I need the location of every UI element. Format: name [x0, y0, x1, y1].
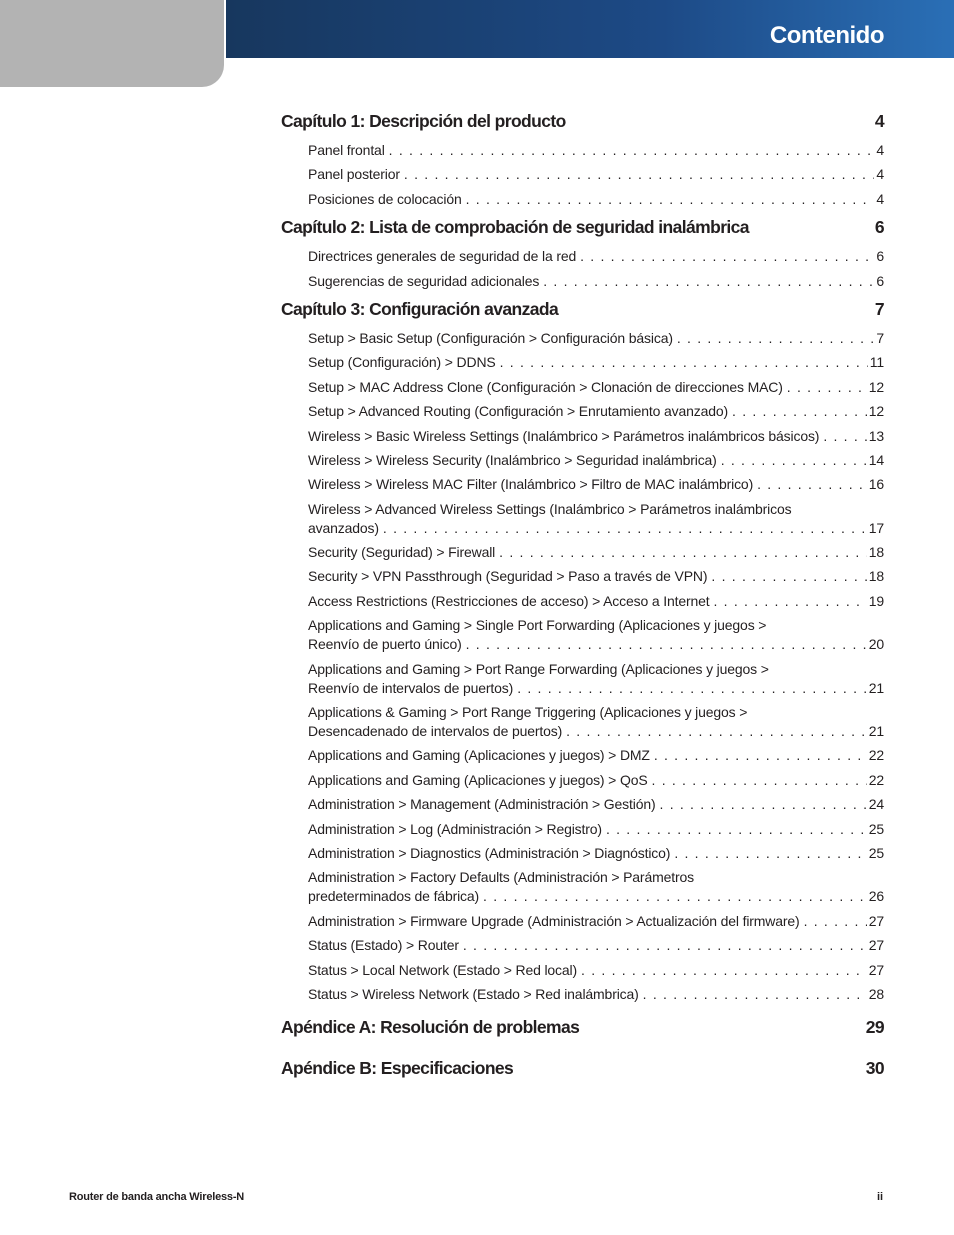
chapter-title: Capítulo 3: Configuración avanzada	[281, 298, 559, 319]
entry-page: 4	[876, 166, 884, 183]
chapter-page: 6	[874, 217, 884, 238]
toc-chapter-1[interactable]	[281, 108, 884, 134]
entry-row	[308, 635, 884, 654]
entry-label: Security > VPN Passthrough (Seguridad > Paso a través de VPN)	[308, 568, 708, 585]
toc-entry[interactable]	[308, 795, 884, 814]
entry-page: 6	[876, 272, 884, 289]
toc-entry[interactable]	[308, 844, 884, 863]
entry-label: Administration > Management (Administración > Gestión)	[308, 796, 656, 813]
entry-label: Status (Estado) > Router	[308, 937, 459, 954]
toc-entry[interactable]	[308, 475, 884, 494]
entry-label-line1: Applications and Gaming > Port Range Forwarding (Aplicaciones y juegos >	[308, 660, 769, 677]
chapter-1-entries	[281, 141, 884, 209]
toc-appendix-a[interactable]	[281, 1014, 884, 1040]
toc-entry[interactable]	[308, 451, 884, 470]
entry-label: Applications and Gaming (Aplicaciones y juegos) > QoS	[308, 771, 648, 788]
entry-page: 14	[868, 451, 884, 468]
entry-page: 24	[868, 796, 884, 813]
entry-label: Setup > Advanced Routing (Configuración > Enrutamiento avanzado)	[308, 403, 729, 420]
entry-row	[308, 887, 884, 906]
entry-page: 27	[868, 912, 884, 929]
toc-entry[interactable]	[308, 353, 884, 372]
entry-page: 26	[868, 888, 884, 905]
entry-label-line2: Reenvío de intervalos de puertos)	[308, 679, 514, 696]
entry-label-line2: Desencadenado de intervalos de puertos)	[308, 723, 563, 740]
leader-dots	[674, 844, 866, 863]
entry-page: 12	[868, 403, 884, 420]
entry-label: Administration > Firmware Upgrade (Administración > Actualización del firmware)	[308, 912, 800, 929]
entry-page: 18	[868, 568, 884, 585]
entry-page: 13	[868, 427, 884, 444]
entry-row	[308, 679, 884, 698]
footer-page-number: ii	[877, 1191, 884, 1203]
leader-dots	[499, 543, 867, 562]
leader-dots	[804, 912, 867, 931]
leader-dots	[466, 190, 875, 209]
toc-entry[interactable]	[308, 985, 884, 1004]
entry-page: 4	[876, 190, 884, 207]
appendix-title: Apéndice B: Especificaciones	[281, 1057, 514, 1078]
entry-page: 17	[868, 519, 884, 536]
header-band	[226, 0, 954, 58]
chapter-title: Capítulo 1: Descripción del producto	[281, 111, 566, 131]
leader-dots	[654, 746, 867, 765]
entry-page: 22	[868, 747, 884, 764]
toc-entry[interactable]	[308, 660, 884, 698]
entry-label-line1: Applications and Gaming > Single Port Forwarding (Aplicaciones y juegos >	[308, 617, 767, 634]
toc-entry[interactable]	[308, 746, 884, 765]
toc-entry[interactable]	[308, 771, 884, 790]
appendix-title: Apéndice A: Resolución de problemas	[281, 1016, 580, 1037]
leader-dots	[466, 635, 867, 654]
leader-dots	[643, 985, 867, 1004]
entry-page: 7	[876, 329, 884, 346]
chapter-page: 7	[874, 298, 884, 319]
leader-dots	[713, 592, 866, 611]
entry-label-line1: Administration > Factory Defaults (Administración > Parámetros	[308, 869, 694, 886]
entry-label: Sugerencias de seguridad adicionales	[308, 272, 540, 289]
toc-entry[interactable]	[308, 427, 884, 446]
entry-label: Wireless > Basic Wireless Settings (Inalámbrico > Parámetros inalámbricos básicos)	[308, 427, 820, 444]
leader-dots	[483, 887, 867, 906]
leader-dots	[517, 679, 867, 698]
entry-label: Access Restrictions (Restricciones de acceso) > Acceso a Internet	[308, 592, 710, 609]
entry-label: Panel frontal	[308, 142, 385, 158]
toc-chapter-3[interactable]	[281, 296, 884, 322]
toc-entry[interactable]	[308, 329, 884, 348]
entry-label: Posiciones de colocación	[308, 190, 462, 207]
entry-page: 19	[868, 592, 884, 609]
entry-label-line2: avanzados)	[308, 519, 379, 536]
entry-label: Administration > Diagnostics (Administración > Diagnóstico)	[308, 844, 671, 861]
entry-label: Panel posterior	[308, 166, 400, 183]
toc-entry[interactable]	[308, 272, 884, 291]
appendix-page: 29	[865, 1016, 884, 1037]
entry-label: Administration > Log (Administración > Registro)	[308, 820, 602, 837]
leader-dots	[383, 519, 867, 538]
toc-entry[interactable]	[308, 703, 884, 741]
entry-label: Status > Wireless Network (Estado > Red inalámbrica)	[308, 985, 639, 1002]
toc-appendix-b[interactable]	[281, 1055, 884, 1081]
entry-label: Wireless > Wireless Security (Inalámbrico > Seguridad inalámbrica)	[308, 451, 717, 468]
leader-dots	[389, 141, 875, 160]
leader-dots	[566, 722, 867, 741]
entry-label-line1: Applications & Gaming > Port Range Triggering (Aplicaciones y juegos >	[308, 704, 748, 721]
leader-dots	[721, 451, 867, 470]
table-of-contents	[281, 108, 884, 1081]
entry-page: 27	[868, 961, 884, 978]
entry-page: 21	[868, 679, 884, 696]
entry-label: Setup > MAC Address Clone (Configuración > Clonación de direcciones MAC)	[308, 378, 783, 395]
entry-page: 25	[868, 844, 884, 861]
toc-entry[interactable]	[308, 936, 884, 955]
toc-entry[interactable]	[308, 402, 884, 421]
leader-dots	[823, 427, 866, 446]
footer-product-name: Router de banda ancha Wireless-N	[69, 1191, 245, 1203]
leader-dots	[677, 329, 875, 348]
corner-tab	[0, 0, 224, 87]
toc-entry[interactable]	[308, 820, 884, 839]
entry-page: 20	[868, 636, 884, 653]
leader-dots	[652, 771, 867, 790]
toc-entry[interactable]	[308, 868, 884, 906]
toc-entry[interactable]	[308, 567, 884, 586]
leader-dots	[660, 795, 867, 814]
toc-entry[interactable]	[308, 378, 884, 397]
toc-entry[interactable]	[308, 616, 884, 654]
chapter-page: 4	[874, 111, 884, 131]
toc-entry[interactable]	[308, 592, 884, 611]
leader-dots	[463, 936, 867, 955]
entry-row	[308, 519, 884, 538]
entry-page: 6	[876, 248, 884, 265]
entry-row	[308, 722, 884, 741]
entry-page: 11	[869, 354, 884, 371]
toc-entry[interactable]	[308, 912, 884, 931]
appendix-page: 30	[865, 1057, 884, 1078]
entry-label: Setup > Basic Setup (Configuración > Configuración básica)	[308, 329, 673, 346]
entry-page: 27	[868, 937, 884, 954]
entry-page: 21	[868, 723, 884, 740]
leader-dots	[606, 820, 867, 839]
entry-page: 12	[868, 378, 884, 395]
leader-dots	[543, 272, 874, 291]
toc-entry[interactable]	[308, 543, 884, 562]
entry-page: 18	[868, 544, 884, 561]
toc-entry[interactable]	[308, 141, 884, 160]
leader-dots	[711, 567, 866, 586]
toc-chapter-2[interactable]	[281, 214, 884, 240]
toc-entry[interactable]	[308, 247, 884, 266]
leader-dots	[787, 378, 867, 397]
entry-label-line2: Reenvío de puerto único)	[308, 636, 462, 653]
leader-dots	[732, 402, 867, 421]
entry-page: 28	[868, 985, 884, 1002]
chapter-3-entries	[281, 329, 884, 1004]
entry-label: Applications and Gaming (Aplicaciones y juegos) > DMZ	[308, 747, 650, 764]
entry-page: 25	[868, 820, 884, 837]
entry-label: Directrices generales de seguridad de la red	[308, 248, 577, 265]
entry-label-line2: predeterminados de fábrica)	[308, 888, 480, 905]
page-title: Contenido	[769, 22, 884, 49]
entry-label-line1: Wireless > Advanced Wireless Settings (Inalámbrico > Parámetros inalámbricos	[308, 500, 792, 517]
chapter-2-entries	[281, 247, 884, 290]
entry-page: 4	[876, 142, 884, 158]
entry-label: Security (Seguridad) > Firewall	[308, 544, 496, 561]
entry-label: Setup (Configuración) > DDNS	[308, 354, 496, 371]
leader-dots	[404, 165, 874, 184]
entry-page: 22	[868, 771, 884, 788]
leader-dots	[757, 475, 867, 494]
leader-dots	[500, 353, 868, 372]
entry-label: Wireless > Wireless MAC Filter (Inalámbrico > Filtro de MAC inalámbrico)	[308, 476, 754, 493]
toc-entry[interactable]	[308, 190, 884, 209]
entry-page: 16	[868, 476, 884, 493]
entry-label: Status > Local Network (Estado > Red local)	[308, 961, 578, 978]
toc-entry[interactable]	[308, 165, 884, 184]
leader-dots	[581, 961, 867, 980]
toc-entry[interactable]	[308, 961, 884, 980]
leader-dots	[580, 247, 874, 266]
chapter-title: Capítulo 2: Lista de comprobación de seguridad inalámbrica	[281, 217, 749, 238]
toc-entry[interactable]	[308, 500, 884, 538]
